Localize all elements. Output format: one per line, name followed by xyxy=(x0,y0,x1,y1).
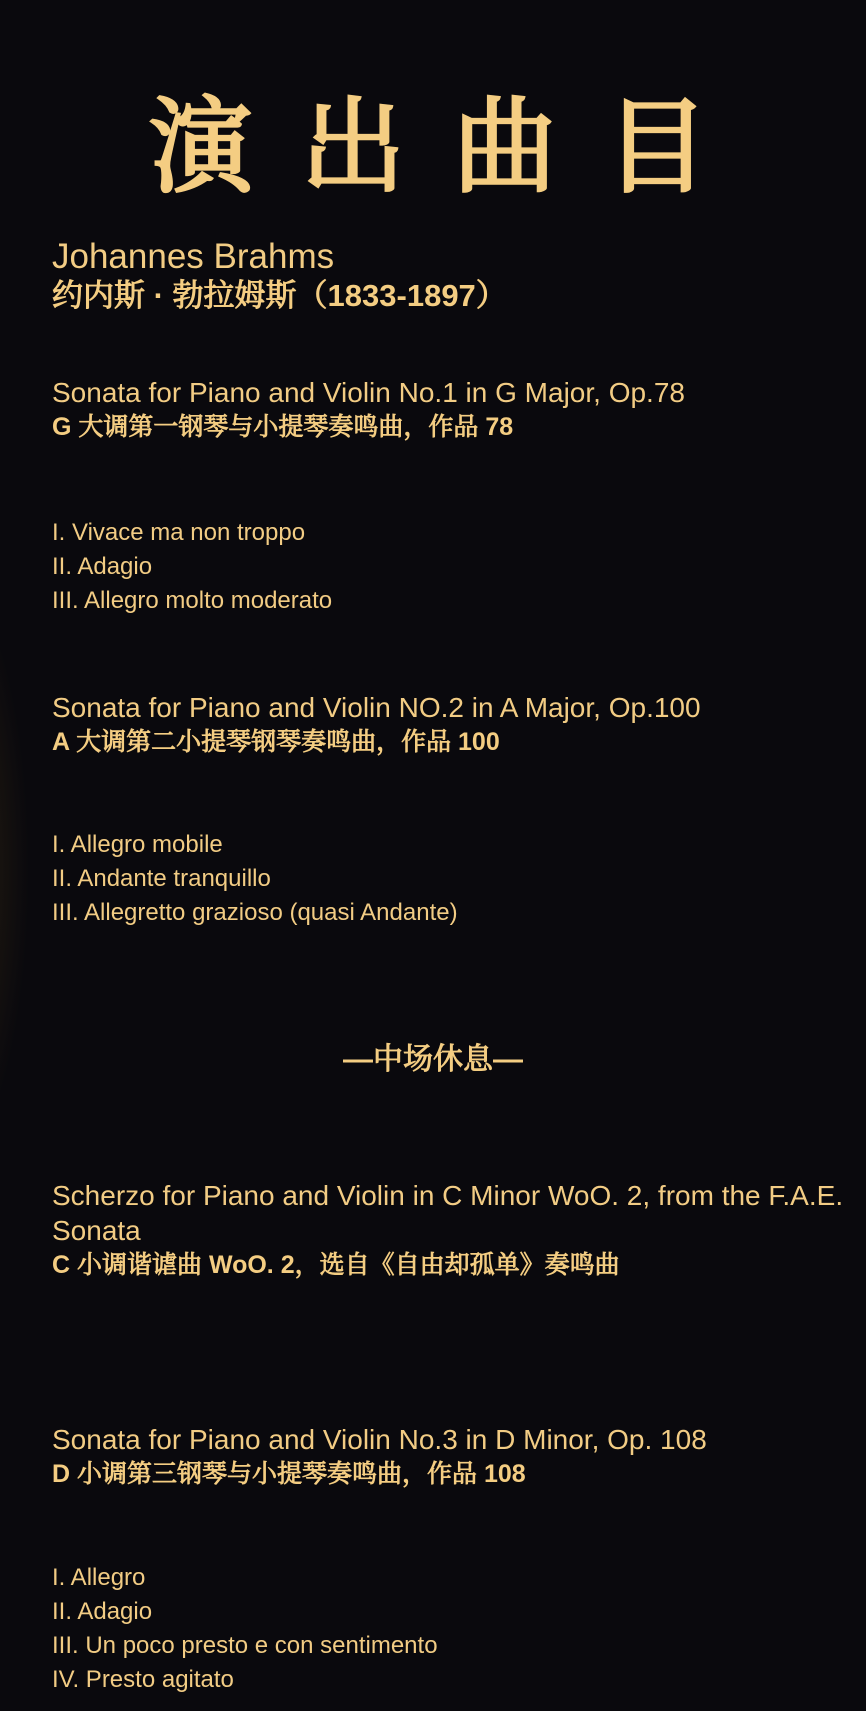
work-3 xyxy=(52,1178,852,1282)
work-2-movements xyxy=(52,828,842,930)
work-4-movements xyxy=(52,1561,842,1697)
intermission-label: —中场休息— xyxy=(343,1043,523,1076)
movement-item: III. Un poco presto e con sentimento xyxy=(52,1632,438,1659)
movement-item: II. Andante tranquillo xyxy=(52,865,271,892)
movement-item: I. Vivace ma non troppo xyxy=(52,519,306,546)
work-title-en: Sonata for Piano and Violin NO.2 in A Major, Op.100 xyxy=(52,692,701,723)
movement-item: IV. Presto agitato xyxy=(52,1666,234,1693)
movement-item: I. Allegro xyxy=(52,1564,146,1591)
work-title-cn: C 小调谐谑曲 WoO. 2，选自《自由却孤单》奏鸣曲 xyxy=(52,1251,620,1279)
movement-item: II. Adagio xyxy=(52,1598,153,1625)
page-title: 演出曲目 xyxy=(148,85,757,208)
movement-item: III. Allegro molto moderato xyxy=(52,587,333,614)
work-title-cn: A 大调第二小提琴钢琴奏鸣曲，作品 100 xyxy=(52,728,500,756)
work-title-en: Sonata for Piano and Violin No.3 in D Minor, Op. 108 xyxy=(52,1424,707,1455)
composer-name-cn: 约内斯 · 勃拉姆斯（1833-1897） xyxy=(52,278,507,313)
background-glow xyxy=(0,560,30,1180)
work-4 xyxy=(52,1422,842,1491)
work-title-cn: G 大调第一钢琴与小提琴奏鸣曲，作品 78 xyxy=(52,413,514,441)
work-1-movements xyxy=(52,516,842,618)
work-title-en: Sonata for Piano and Violin No.1 in G Major, Op.78 xyxy=(52,377,685,408)
work-title-cn: D 小调第三钢琴与小提琴奏鸣曲，作品 108 xyxy=(52,1460,526,1488)
work-2 xyxy=(52,690,842,759)
work-1 xyxy=(52,375,842,444)
work-title-en: Scherzo for Piano and Violin in C Minor WoO. 2, from the F.A.E. Sonata xyxy=(52,1180,844,1246)
movement-item: I. Allegro mobile xyxy=(52,831,223,858)
composer-block xyxy=(52,237,507,315)
movement-item: II. Adagio xyxy=(52,553,153,580)
composer-name-en: Johannes Brahms xyxy=(52,237,335,276)
movement-item: III. Allegretto grazioso (quasi Andante) xyxy=(52,899,458,926)
